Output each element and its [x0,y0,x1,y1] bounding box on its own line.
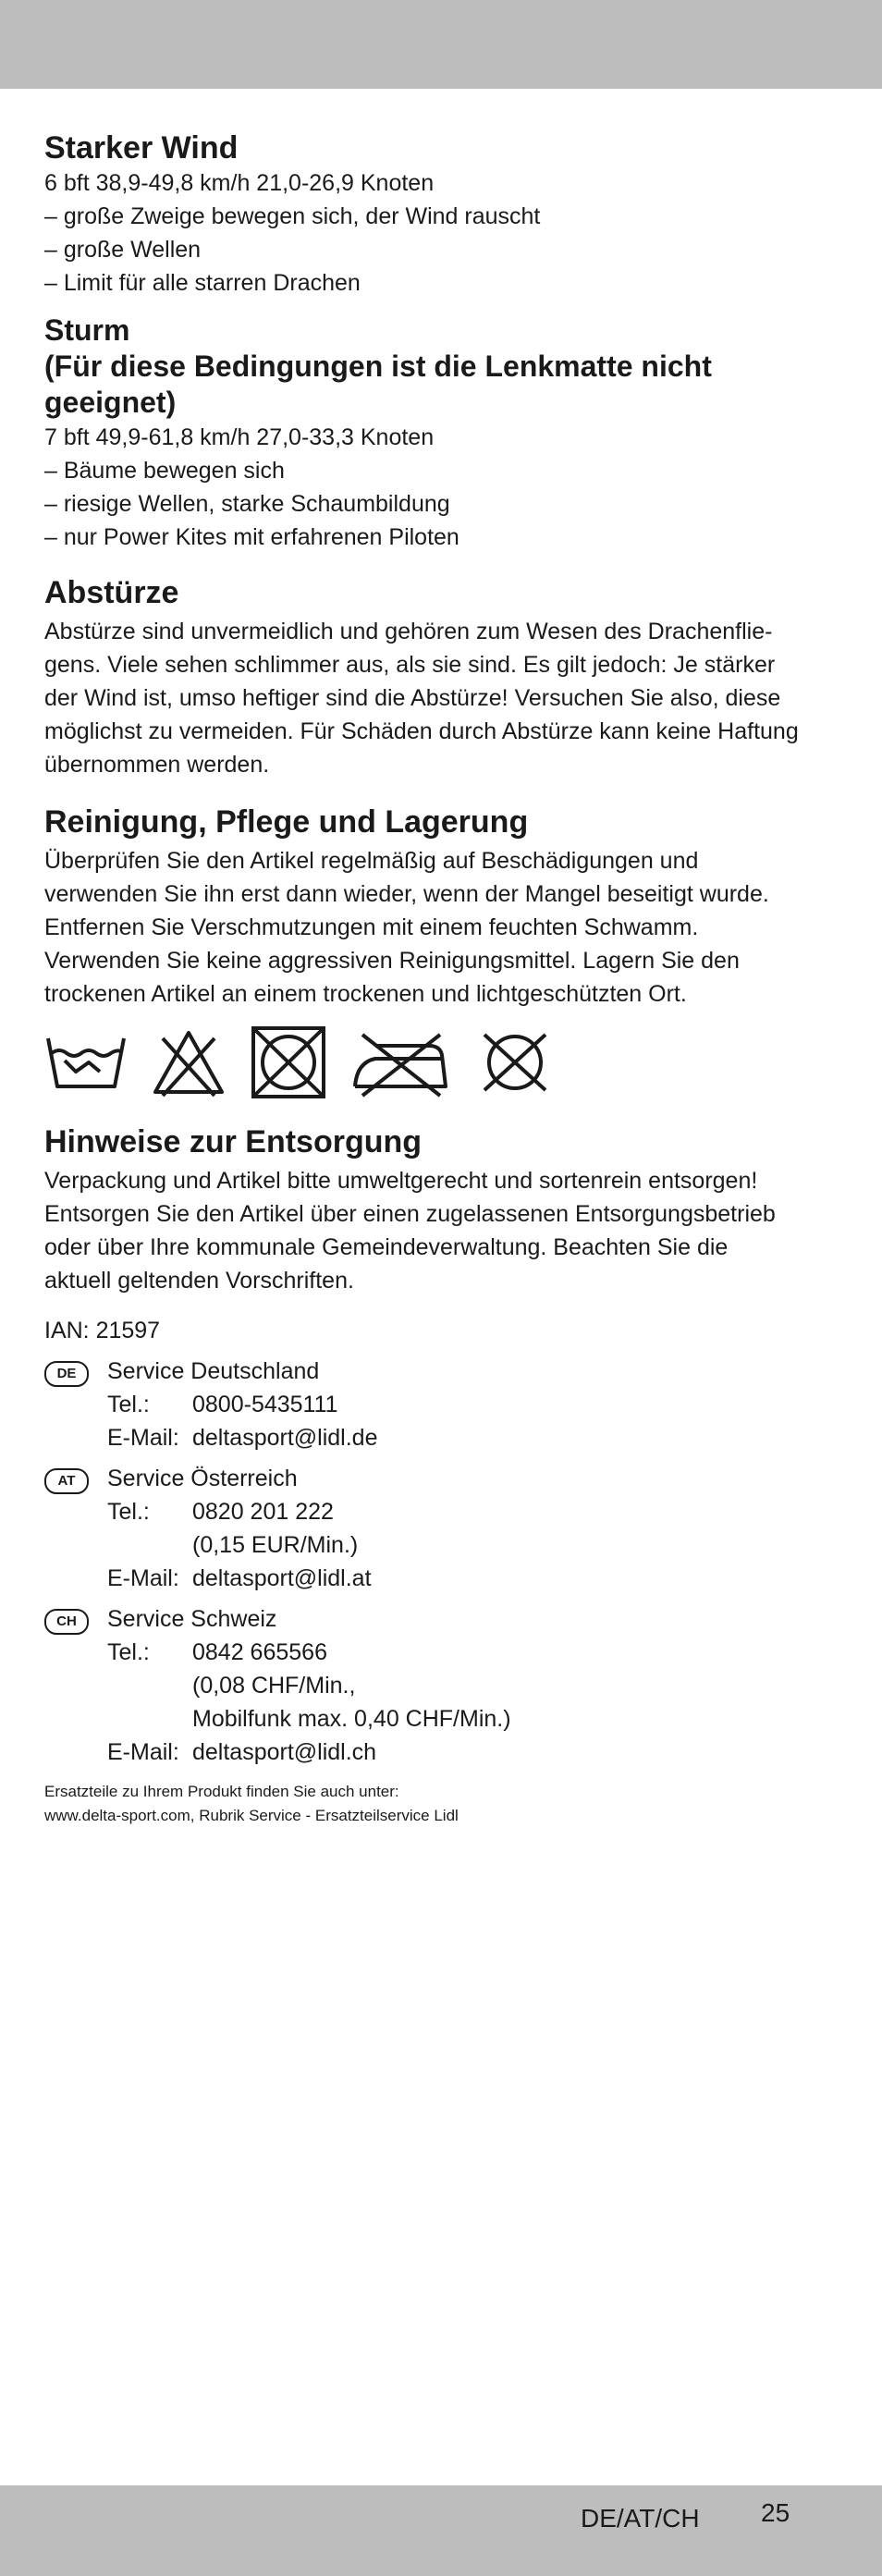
section-storm [44,313,841,554]
crashes-line: Abstürze sind unvermeidlich und gehören zum Wesen des Drachenflie- [44,619,773,644]
section-crashes [44,574,841,781]
crashes-line: möglichst zu vermeiden. Für Schäden durch Abstürze kann keine Haftung [44,718,799,744]
cleaning-line: Entfernen Sie Verschmutzungen mit einem feuchten Schwamm. [44,914,699,940]
crashes-heading: Abstürze [44,575,179,610]
tel-rate: (0,15 EUR/Min.) [192,1532,359,1558]
cleaning-line: Verwenden Sie keine aggressiven Reinigungsmittel. Lagern Sie den [44,948,740,974]
cleaning-line: verwenden Sie ihn erst dann wieder, wenn der Mangel beseitigt wurde. [44,881,769,907]
service-name: Service Österreich [107,1466,298,1491]
no-ironing-icon [349,1027,453,1098]
no-tumble-dry-icon [250,1024,327,1100]
strong-wind-line: – große Wellen [44,237,202,263]
disposal-line: Verpackung und Artikel bitte umweltgerecht und sortenrein entsorgen! [44,1168,758,1194]
no-dry-clean-icon [475,1029,555,1096]
header-band [0,0,882,89]
section-strong-wind [44,129,841,300]
footer-countries: DE/AT/CH [581,2504,700,2533]
tel-number: 0842 665566 [192,1639,327,1665]
tel-number: 0800-5435111 [192,1392,338,1417]
country-badge-at: AT [44,1468,89,1494]
storm-heading: Sturm [44,313,130,347]
page-content [44,129,841,1828]
disposal-line: aktuell geltenden Vorschriften. [44,1268,354,1294]
disposal-heading: Hinweise zur Entsorgung [44,1124,423,1159]
cleaning-line: Überprüfen Sie den Artikel regelmäßig auf Beschädigungen und [44,848,699,874]
mail-label: E-Mail: [107,1739,179,1765]
disposal-line: Entsorgen Sie den Artikel über einen zugelassenen Entsorgungsbetrieb [44,1201,776,1227]
mail-label: E-Mail: [107,1565,179,1591]
mail-label: E-Mail: [107,1425,179,1451]
spare-parts-line: Ersatzteile zu Ihrem Produkt finden Sie auch unter: [44,1783,399,1800]
service-germany [44,1355,841,1454]
storm-line: – Bäume bewegen sich [44,458,285,484]
tel-label: Tel.: [107,1499,150,1525]
spare-parts-note [44,1780,841,1828]
country-badge-de: DE [44,1361,89,1387]
mail-address: deltasport@lidl.at [192,1565,372,1591]
tel-number: 0820 201 222 [192,1499,334,1525]
ian-number: IAN: 21597 [44,1318,161,1343]
tel-label: Tel.: [107,1639,150,1665]
storm-line: – nur Power Kites mit erfahrenen Piloten [44,524,459,550]
crashes-line: gens. Viele sehen schlimmer aus, als sie sind. Es gilt jedoch: Je stärker [44,652,776,678]
tel-label: Tel.: [107,1392,150,1417]
strong-wind-line: – Limit für alle starren Drachen [44,270,361,296]
tel-rate: (0,08 CHF/Min., [192,1673,356,1699]
service-name: Service Deutschland [107,1358,320,1384]
storm-line: 7 bft 49,9-61,8 km/h 27,0-33,3 Knoten [44,424,435,450]
disposal-line: oder über Ihre kommunale Gemeindeverwaltung. Beachten Sie die [44,1234,729,1260]
storm-line: – riesige Wellen, starke Schaumbildung [44,491,450,517]
service-austria [44,1462,841,1595]
crashes-line: übernommen werden. [44,752,270,778]
country-badge-ch: CH [44,1609,89,1635]
strong-wind-heading: Starker Wind [44,130,239,166]
mail-address: deltasport@lidl.de [192,1425,378,1451]
page-number: 25 [761,2498,790,2527]
strong-wind-line: 6 bft 38,9-49,8 km/h 21,0-26,9 Knoten [44,170,435,196]
section-cleaning [44,803,841,1101]
tel-rate-mobile: Mobilfunk max. 0,40 CHF/Min.) [192,1706,511,1732]
footer-band [0,2485,882,2576]
section-disposal [44,1123,841,1297]
cleaning-line: trockenen Artikel an einem trockenen und lichtgeschützten Ort. [44,981,687,1007]
strong-wind-line: – große Zweige bewegen sich, der Wind rauscht [44,203,541,229]
service-name: Service Schweiz [107,1606,277,1632]
spare-parts-link[interactable]: www.delta-sport.com, Rubrik Service - Ersatzteilservice Lidl [44,1807,459,1824]
hand-wash-icon [44,1033,128,1092]
mail-address: deltasport@lidl.ch [192,1739,377,1765]
storm-heading-note: (Für diese Bedingungen ist die Lenkmatte nicht [44,350,712,383]
cleaning-heading: Reinigung, Pflege und Lagerung [44,804,529,840]
no-bleach-icon [150,1027,227,1098]
storm-heading-note: geeignet) [44,386,177,419]
crashes-line: der Wind ist, umso heftiger sind die Abstürze! Versuchen Sie also, diese [44,685,781,711]
care-symbols [44,1024,841,1101]
service-switzerland [44,1602,841,1769]
